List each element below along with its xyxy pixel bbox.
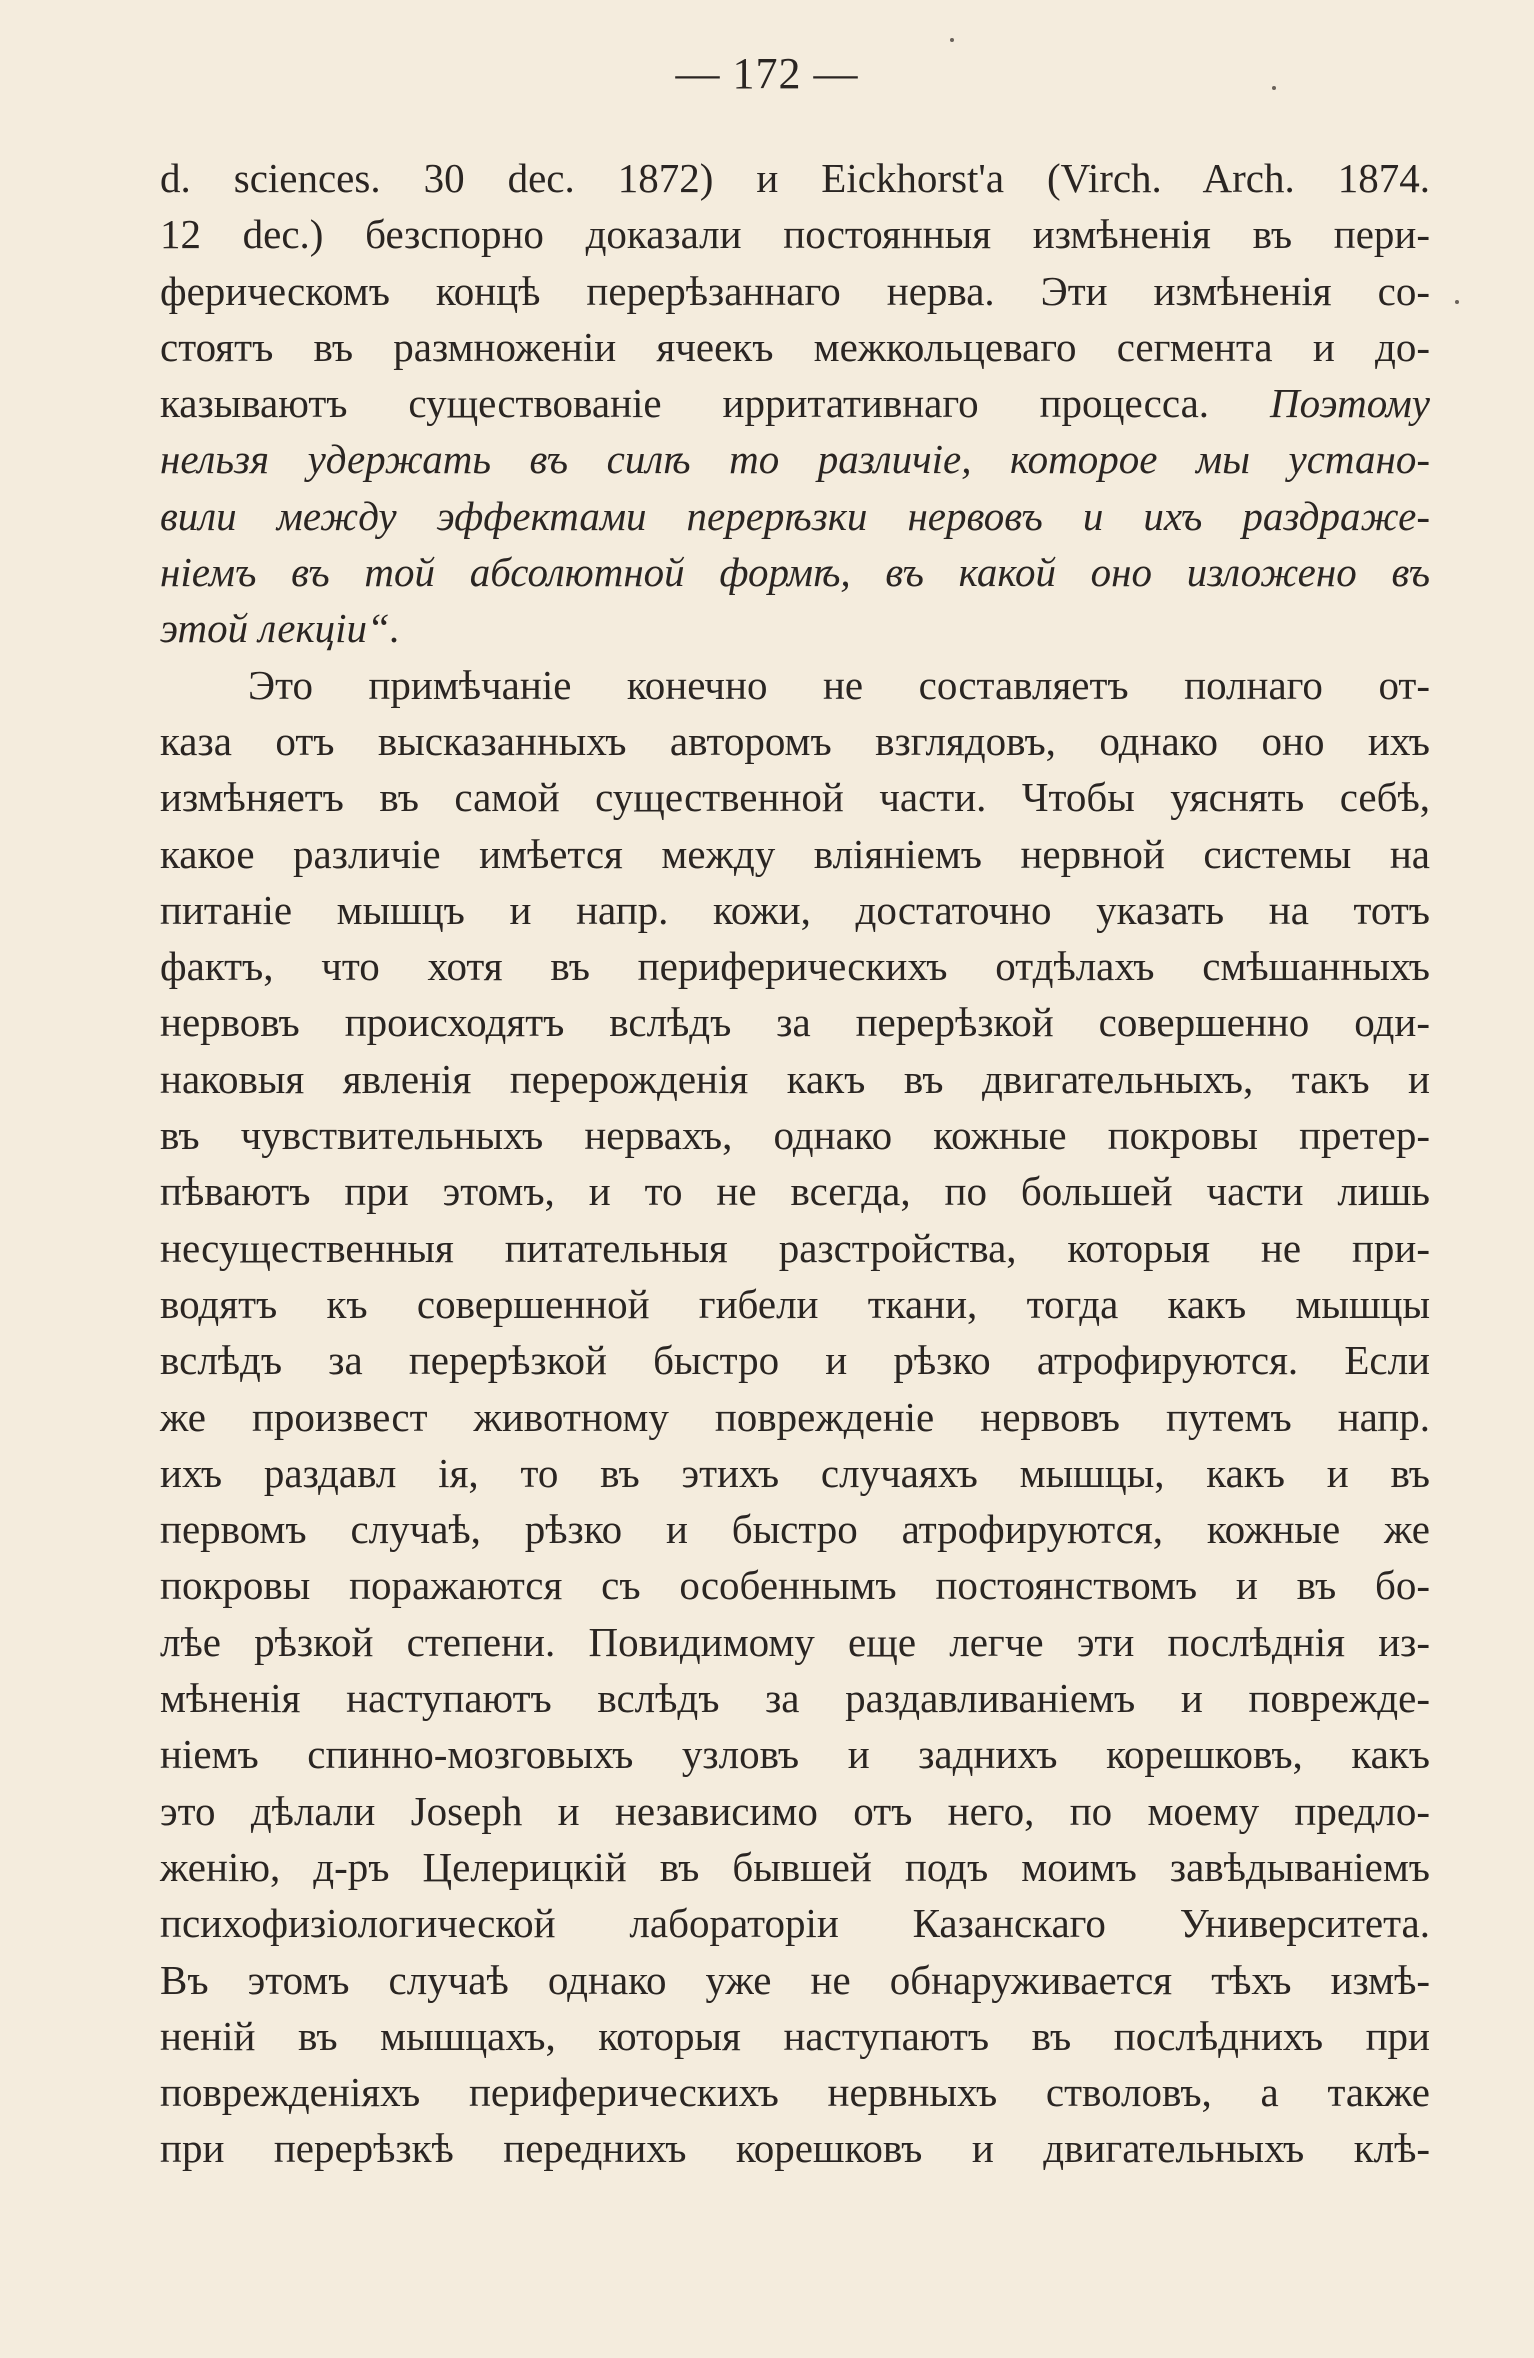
text-line [160, 1726, 1430, 1782]
print-speck [950, 38, 954, 42]
line-text: ніемъ спинно-мозговыхъ узловъ и заднихъ корешковъ, какъ [160, 1731, 1430, 1778]
text-line [160, 1557, 1430, 1613]
text-line [160, 657, 1430, 713]
text-line [160, 1276, 1430, 1332]
line-text: несущественныя питательныя разстройства, которыя не при- [160, 1224, 1430, 1271]
text-line [160, 938, 1430, 994]
line-italic-text: нельзя удержать въ силѣ то различіе, которое мы устано- [160, 436, 1430, 483]
line-text: нервовъ происходятъ вслѣдъ за перерѣзкой совершенно оди- [160, 999, 1430, 1046]
text-line [160, 1952, 1430, 2008]
text-line [160, 1670, 1430, 1726]
line-text: вслѣдъ за перерѣзкой быстро и рѣзко атрофируются. Если [160, 1337, 1430, 1384]
line-text: лѣе рѣзкой степени. Повидимому еще легче эти послѣднія из- [160, 1618, 1430, 1665]
line-text: 12 dec.) безспорно доказали постоянныя измѣненія въ пери- [160, 211, 1430, 258]
page-number: — 172 — [675, 49, 859, 98]
text-line [160, 1445, 1430, 1501]
text-line [160, 263, 1430, 319]
text-line [160, 206, 1430, 262]
print-speck [1455, 300, 1459, 304]
line-text: мѣненія наступаютъ вслѣдъ за раздавливаніемъ и поврежде- [160, 1675, 1430, 1722]
text-line [160, 769, 1430, 825]
line-text: питаніе мышцъ и напр. кожи, достаточно указать на тотъ [160, 886, 1430, 933]
line-italic-text: этой лекціи“. [160, 605, 401, 652]
text-line [160, 1389, 1430, 1445]
line-text: покровы поражаются съ особеннымъ постоянствомъ и въ бо- [160, 1562, 1430, 1609]
line-text: же произвест животному поврежденіе нервовъ путемъ напр. [160, 1393, 1430, 1440]
text-line [160, 1783, 1430, 1839]
line-text: въ чувствительныхъ нервахъ, однако кожные покровы претер- [160, 1112, 1430, 1159]
line-text: каза отъ высказанныхъ авторомъ взглядовъ, однако оно ихъ [160, 717, 1430, 764]
text-line [160, 1163, 1430, 1219]
text-line [160, 488, 1430, 544]
line-text: водятъ къ совершенной гибели ткани, тогда какъ мышцы [160, 1280, 1430, 1327]
line-text: пѣваютъ при этомъ, и то не всегда, по большей части лишь [160, 1168, 1430, 1215]
text-line [160, 431, 1430, 487]
line-text: женію, д-ръ Целерицкій въ бывшей подъ моимъ завѣдываніемъ [160, 1843, 1430, 1890]
line-text: ихъ раздавл ія, то въ этихъ случаяхъ мышцы, какъ и въ [160, 1449, 1430, 1496]
text-line [160, 994, 1430, 1050]
line-text: это дѣлали Joseph и независимо отъ него, по моему предло- [160, 1787, 1430, 1834]
text-line [160, 319, 1430, 375]
line-text: неній въ мышцахъ, которыя наступаютъ въ послѣднихъ при [160, 2012, 1430, 2059]
line-text: фактъ, что хотя въ периферическихъ отдѣлахъ смѣшанныхъ [160, 943, 1430, 990]
text-line [160, 2120, 1430, 2176]
line-text: казываютъ существованіе ирритативнаго процесса. [160, 380, 1210, 427]
body-text [160, 150, 1430, 2177]
line-text: какое различіе имѣется между вліяніемъ нервной системы на [160, 830, 1430, 877]
text-line [160, 1220, 1430, 1276]
line-text: ферическомъ концѣ перерѣзаннаго нерва. Эти измѣненія со- [160, 267, 1430, 314]
line-italic-text: Поэтому [1269, 380, 1431, 427]
text-line [160, 1614, 1430, 1670]
print-speck [1272, 86, 1276, 90]
line-text: наковыя явленія перерожденія какъ въ двигательныхъ, такъ и [160, 1055, 1430, 1102]
line-text: d. sciences. 30 dec. 1872) и Eickhorst'a (Virch. Arch. 1874. [160, 155, 1430, 201]
line-text: стоятъ въ размноженіи ячеекъ межкольцеваго сегмента и до- [160, 323, 1430, 370]
text-line [160, 713, 1430, 769]
text-line [160, 2008, 1430, 2064]
text-line [160, 600, 1430, 656]
text-line [160, 1839, 1430, 1895]
text-line [160, 150, 1430, 206]
text-line [160, 2064, 1430, 2120]
text-line [160, 1051, 1430, 1107]
line-text: Въ этомъ случаѣ однако уже не обнаруживается тѣхъ измѣ- [160, 1956, 1430, 2003]
line-text: Это примѣчаніе конечно не составляетъ полнаго от- [248, 661, 1430, 708]
text-line [160, 882, 1430, 938]
text-line [160, 544, 1430, 600]
text-line [160, 1107, 1430, 1163]
line-italic-text: вили между эффектами перерѣзки нервовъ и ихъ раздраже- [160, 492, 1430, 539]
text-line [160, 1332, 1430, 1388]
line-text: поврежденіяхъ периферическихъ нервныхъ стволовъ, а также [160, 2069, 1430, 2116]
text-line [160, 1895, 1430, 1951]
line-text: первомъ случаѣ, рѣзко и быстро атрофируются, кожные же [160, 1506, 1430, 1553]
text-line [160, 1501, 1430, 1557]
line-text: измѣняетъ въ самой существенной части. Чтобы уяснять себѣ, [160, 774, 1430, 821]
text-line [160, 375, 1430, 431]
text-line [160, 826, 1430, 882]
line-text: при перерѣзкѣ переднихъ корешковъ и двигательныхъ клѣ- [160, 2125, 1430, 2172]
line-italic-text: ніемъ въ той абсолютной формѣ, въ какой оно изложено въ [160, 549, 1430, 596]
line-text: психофизіологической лабораторіи Казанскаго Университета. [160, 1900, 1430, 1947]
